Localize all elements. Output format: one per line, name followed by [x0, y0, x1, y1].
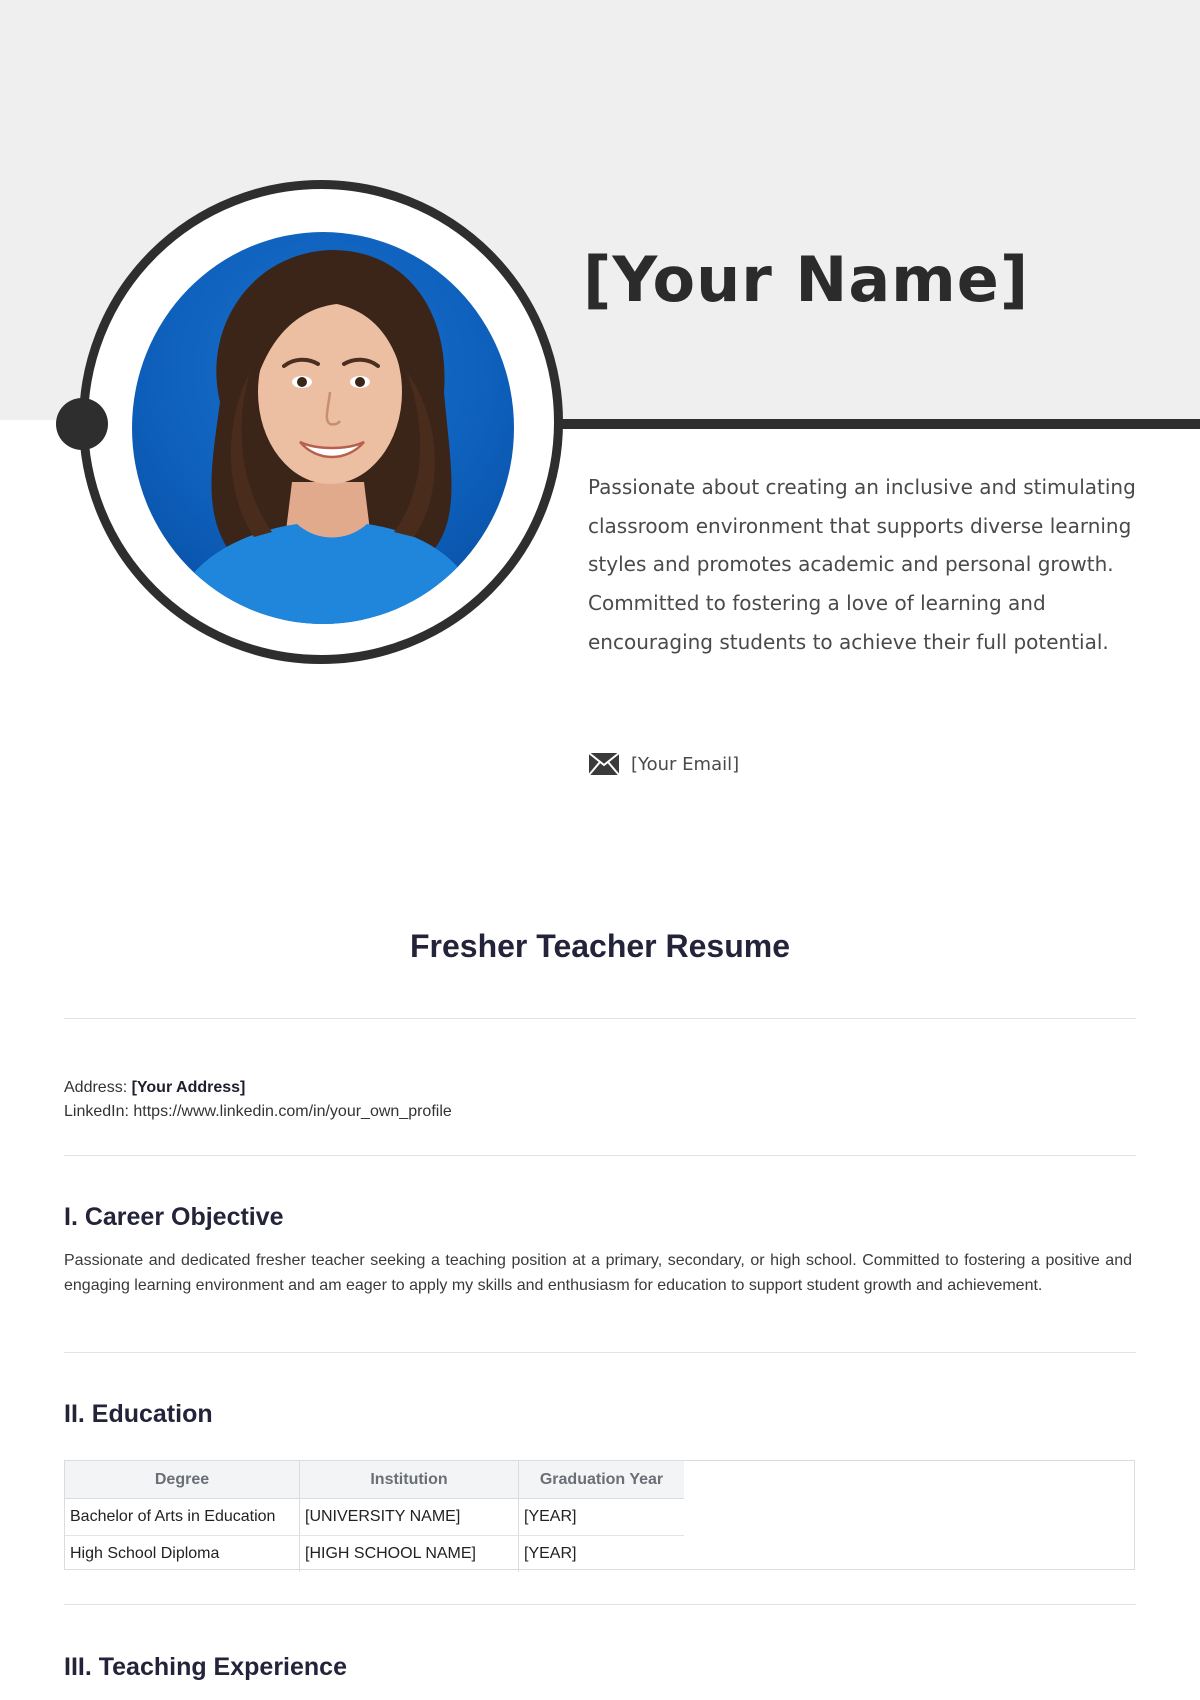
contact-info — [64, 1076, 452, 1124]
document-title: Fresher Teacher Resume — [409, 928, 791, 964]
address-line — [64, 1076, 452, 1100]
table-cell: [YEAR] — [524, 1545, 577, 1562]
header-divider-line — [560, 419, 1200, 429]
column-header-graduation-year: Graduation Year — [519, 1461, 685, 1499]
column-header-degree: Degree — [65, 1461, 300, 1499]
column-header-institution: Institution — [300, 1461, 519, 1499]
table-row — [65, 1536, 684, 1573]
table-cell: Bachelor of Arts in Education — [65, 1499, 300, 1536]
divider-line — [64, 1018, 1136, 1019]
education-table — [65, 1461, 684, 1572]
education-table-container — [64, 1460, 1135, 1570]
profile-summary: Passionate about creating an inclusive and stimulating classroom environment that supports diverse learning styles and promotes academic and personal growth. Committed to fostering a love of learning and encouraging students to achieve their full potential. — [588, 475, 1136, 654]
table-header-row — [65, 1461, 684, 1499]
divider-line — [64, 1352, 1136, 1353]
teaching-experience-heading: III. Teaching Experience — [64, 1653, 347, 1681]
linkedin-label: LinkedIn: — [64, 1103, 129, 1120]
table-cell: High School Diploma — [65, 1536, 300, 1573]
envelope-icon — [588, 752, 620, 776]
education-heading: II. Education — [64, 1400, 213, 1428]
email-text[interactable]: [Your Email] — [631, 753, 740, 775]
candidate-name: [Your Name] — [583, 243, 1030, 316]
ring-accent-dot — [56, 398, 108, 450]
table-cell: [HIGH SCHOOL NAME] — [300, 1536, 519, 1573]
table-row — [65, 1499, 684, 1536]
divider-line — [64, 1155, 1136, 1156]
table-cell: [YEAR] — [519, 1499, 685, 1536]
linkedin-link[interactable]: https://www.linkedin.com/in/your_own_profile — [133, 1103, 452, 1120]
career-objective-text: Passionate and dedicated fresher teacher seeking a teaching position at a primary, secondary, or high school. Committed to fostering a positive and engaging learning environment and am eager to apply my skills and enthusiasm for education to support student growth and achievement. — [64, 1252, 1132, 1294]
address-label: Address: — [64, 1079, 128, 1096]
career-objective-heading: I. Career Objective — [64, 1203, 284, 1231]
divider-line — [64, 1604, 1136, 1605]
email-row[interactable] — [588, 752, 739, 776]
profile-photo — [132, 232, 514, 624]
address-value: [Your Address] — [131, 1079, 246, 1096]
table-cell: [UNIVERSITY NAME] — [300, 1499, 519, 1536]
linkedin-line — [64, 1100, 452, 1124]
